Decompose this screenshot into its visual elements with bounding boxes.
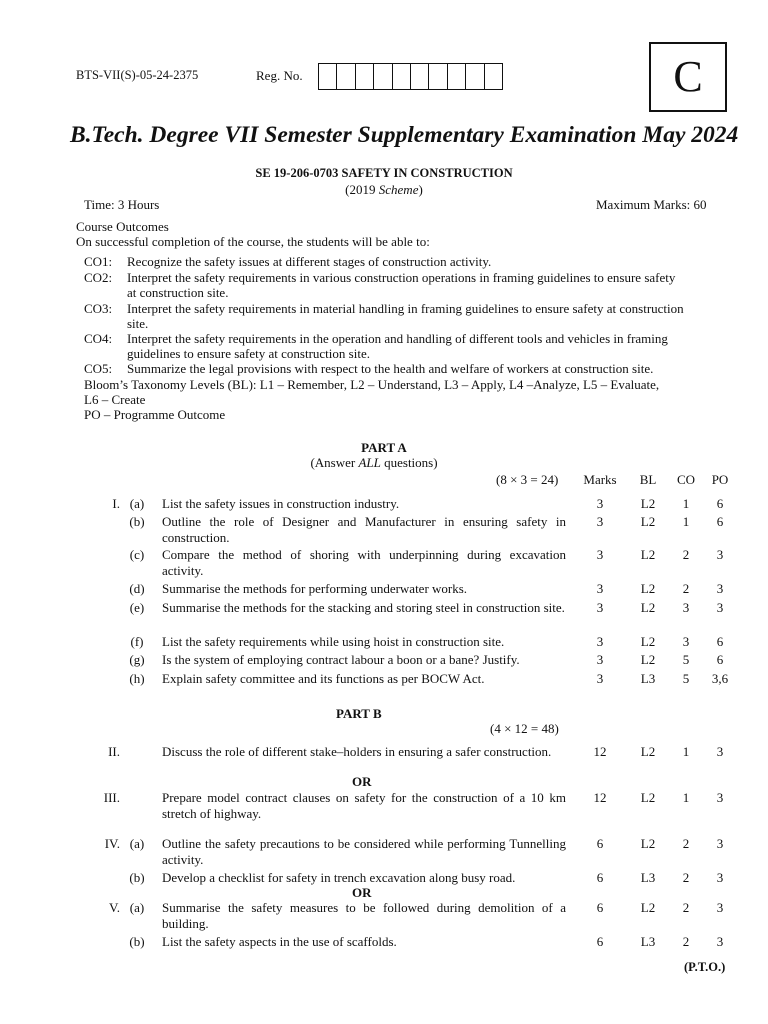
part-b-title: PART B: [336, 706, 382, 721]
part-a-instruction: (Answer ALL questions): [310, 455, 438, 470]
question-number: I.: [112, 496, 120, 511]
co-text: Interpret the safety requirements in various construction operations in framing guidelines to ensure safety at construction site.: [127, 270, 676, 300]
question-marks: 3: [596, 547, 604, 562]
question-bl: L2: [640, 652, 656, 667]
question-co: 2: [682, 900, 690, 915]
question-text: Summarise the methods for the stacking and storing steel in construction site.: [162, 600, 565, 615]
question-bl: L3: [640, 934, 656, 949]
question-po: 6: [716, 496, 724, 511]
question-number: V.: [109, 900, 120, 915]
question-text: List the safety requirements while using hoist in construction site.: [162, 634, 505, 649]
part-a-marks-formula: (8 × 3 = 24): [496, 472, 559, 487]
question-marks: 3: [596, 671, 604, 686]
question-sub: (a): [129, 496, 145, 511]
question-text: Outline the safety precautions to be considered while performing Tunnelling activity.: [162, 836, 566, 867]
question-po: 3: [716, 900, 724, 915]
question-text: Is the system of employing contract labour a boon or a bane? Justify.: [162, 652, 520, 667]
question-po: 6: [716, 634, 724, 649]
question-co: 1: [682, 496, 690, 511]
question-marks: 12: [593, 744, 607, 759]
question-co: 2: [682, 870, 690, 885]
question-sub: (b): [129, 934, 145, 949]
part-a-title: PART A: [361, 440, 407, 455]
or-separator: OR: [352, 885, 372, 900]
question-po: 3: [716, 581, 724, 596]
question-text: Summarise the methods for performing underwater works.: [162, 581, 468, 596]
exam-title: B.Tech. Degree VII Semester Supplementary Examination May 2024: [70, 122, 739, 148]
question-co: 1: [682, 514, 690, 529]
question-marks: 6: [596, 836, 604, 851]
question-sub: (a): [129, 900, 145, 915]
question-text: Prepare model contract clauses on safety for the construction of a 10 km stretch of highway.: [162, 790, 566, 821]
subject-title: SE 19-206-0703 SAFETY IN CONSTRUCTION: [255, 166, 513, 180]
question-sub: (b): [129, 514, 145, 529]
co-label: CO5:: [84, 361, 113, 376]
or-separator: OR: [352, 774, 372, 789]
question-text: Explain safety committee and its functions as per BOCW Act.: [162, 671, 485, 686]
co-text: Summarize the legal provisions with respect to the health and welfare of workers at construction site.: [127, 361, 654, 376]
part-b-marks-formula: (4 × 12 = 48): [490, 721, 559, 736]
question-sub: (c): [129, 547, 145, 562]
co-label: CO2:: [84, 270, 113, 285]
question-marks: 6: [596, 870, 604, 885]
question-co: 2: [682, 836, 690, 851]
question-bl: L2: [640, 900, 656, 915]
question-po: 3: [716, 836, 724, 851]
question-marks: 12: [593, 790, 607, 805]
co-text: Interpret the safety requirements in material handling in framing guidelines to ensure safety at construction site.: [127, 301, 684, 331]
question-co: 5: [682, 671, 690, 686]
question-bl: L2: [640, 790, 656, 805]
question-marks: 3: [596, 652, 604, 667]
question-sub: (h): [129, 671, 145, 686]
question-sub: (a): [129, 836, 145, 851]
question-set-box: C: [649, 42, 727, 112]
co-label: CO4:: [84, 331, 113, 346]
question-po: 3: [716, 547, 724, 562]
question-bl: L2: [640, 634, 656, 649]
column-header-bl: BL: [639, 472, 657, 487]
question-text: Compare the method of shoring with underpinning during excavation activity.: [162, 547, 566, 578]
co-label: CO3:: [84, 301, 113, 316]
question-text: Outline the role of Designer and Manufacturer in ensuring safety in construction.: [162, 514, 566, 545]
question-co: 3: [682, 634, 690, 649]
question-text: Summarise the safety measures to be followed during demolition of a building.: [162, 900, 566, 931]
co-label: CO1:: [84, 254, 113, 269]
question-bl: L2: [640, 547, 656, 562]
question-po: 3,6: [711, 671, 729, 686]
question-number: III.: [103, 790, 120, 805]
question-po: 3: [716, 870, 724, 885]
question-co: 2: [682, 547, 690, 562]
question-co: 1: [682, 790, 690, 805]
question-bl: L2: [640, 496, 656, 511]
question-marks: 6: [596, 934, 604, 949]
question-sub: (g): [129, 652, 145, 667]
question-sub: (b): [129, 870, 145, 885]
question-text: Discuss the role of different stake–holders in ensuring a safer construction.: [162, 744, 552, 759]
question-co: 3: [682, 600, 690, 615]
question-marks: 6: [596, 900, 604, 915]
question-marks: 3: [596, 514, 604, 529]
question-co: 1: [682, 744, 690, 759]
po-definition: PO – Programme Outcome: [84, 407, 226, 422]
time-label: Time: 3 Hours: [84, 197, 160, 212]
question-sub: (d): [129, 581, 145, 596]
question-sub: (e): [129, 600, 145, 615]
question-bl: L3: [640, 671, 656, 686]
co-text: Interpret the safety requirements in the operation and handling of different tools and vehicles in framing guidelines to ensure safety at construction site.: [127, 331, 668, 361]
course-outcomes-heading: Course Outcomes: [76, 219, 169, 234]
question-text: List the safety aspects in the use of scaffolds.: [162, 934, 397, 949]
question-po: 3: [716, 600, 724, 615]
question-bl: L2: [640, 836, 656, 851]
course-outcomes-intro: On successful completion of the course, the students will be able to:: [76, 234, 430, 249]
question-po: 6: [716, 652, 724, 667]
question-bl: L2: [640, 600, 656, 615]
question-po: 3: [716, 934, 724, 949]
question-po: 3: [716, 790, 724, 805]
question-marks: 3: [596, 496, 604, 511]
column-header-marks: Marks: [583, 472, 617, 487]
scheme-line: (2019 Scheme): [345, 182, 423, 197]
question-co: 5: [682, 652, 690, 667]
co-text: Recognize the safety issues at different stages of construction activity.: [127, 254, 492, 269]
column-header-co: CO: [676, 472, 696, 487]
question-number: II.: [108, 744, 120, 759]
question-sub: (f): [130, 634, 144, 649]
column-header-po: PO: [711, 472, 729, 487]
question-number: IV.: [104, 836, 120, 851]
blooms-levels: Bloom’s Taxonomy Levels (BL): L1 – Remember, L2 – Understand, L3 – Apply, L4 –Analyze, L5 – Evaluate,: [84, 377, 660, 392]
blooms-levels-cont: L6 – Create: [84, 392, 146, 407]
question-po: 6: [716, 514, 724, 529]
pto-label: (P.T.O.): [684, 960, 726, 974]
question-text: List the safety issues in construction industry.: [162, 496, 400, 511]
paper-code: BTS-VII(S)-05-24-2375: [76, 68, 199, 82]
question-text: Develop a checklist for safety in trench excavation along busy road.: [162, 870, 516, 885]
question-co: 2: [682, 934, 690, 949]
question-marks: 3: [596, 634, 604, 649]
question-bl: L2: [640, 744, 656, 759]
question-co: 2: [682, 581, 690, 596]
question-bl: L2: [640, 514, 656, 529]
question-bl: L3: [640, 870, 656, 885]
reg-no-boxes: [318, 63, 503, 90]
question-bl: L2: [640, 581, 656, 596]
reg-no-label: Reg. No.: [256, 68, 303, 83]
max-marks-label: Maximum Marks: 60: [596, 197, 707, 212]
question-po: 3: [716, 744, 724, 759]
question-marks: 3: [596, 581, 604, 596]
question-marks: 3: [596, 600, 604, 615]
